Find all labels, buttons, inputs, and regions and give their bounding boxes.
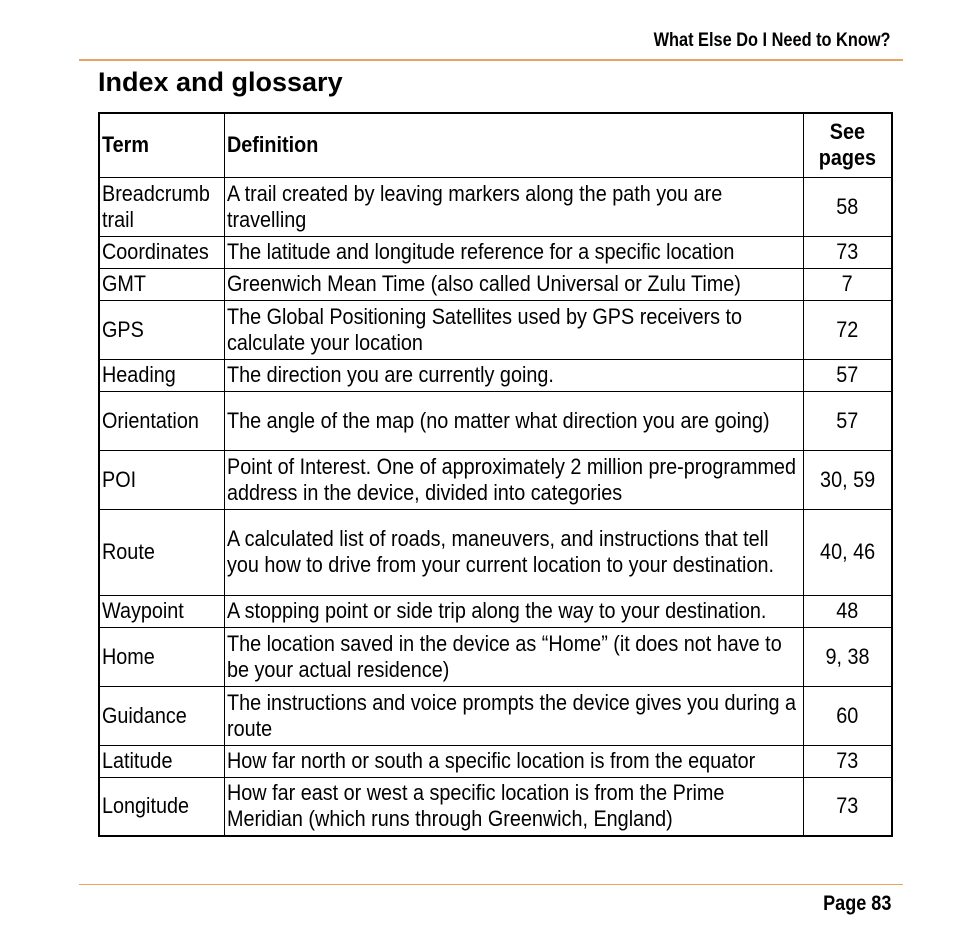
header-title: What Else Do I Need to Know? (654, 30, 891, 51)
table-row (99, 509, 892, 595)
table-row (99, 777, 892, 836)
page-number: Page 83 (822, 892, 891, 915)
definition-cell: The instructions and voice prompts the device gives you during a route (225, 686, 804, 745)
definition-cell: The angle of the map (no matter what direction you are going) (225, 391, 804, 450)
pages-cell: 57 (804, 391, 892, 450)
table-header-row (99, 113, 892, 177)
definition-cell: Point of Interest. One of approximately 2 million pre-programmed address in the device, divided into categories (225, 450, 804, 509)
pages-cell: 73 (804, 236, 892, 268)
definition-cell: A stopping point or side trip along the way to your destination. (225, 595, 804, 627)
term-cell: GMT (99, 268, 225, 300)
column-header-term: Term (99, 113, 225, 177)
table-row (99, 627, 892, 686)
pages-cell: 72 (804, 300, 892, 359)
pages-cell: 73 (804, 745, 892, 777)
definition-cell: A calculated list of roads, maneuvers, and instructions that tell you how to drive from your current location to your destination. (225, 509, 804, 595)
term-cell: GPS (99, 300, 225, 359)
table-row (99, 300, 892, 359)
term-cell: Heading (99, 359, 225, 391)
glossary-table (98, 112, 893, 837)
definition-cell: The Global Positioning Satellites used by GPS receivers to calculate your location (225, 300, 804, 359)
definition-cell: How far east or west a specific location is from the Prime Meridian (which runs through Greenwich, England) (225, 777, 804, 836)
table-row (99, 236, 892, 268)
term-cell: Latitude (99, 745, 225, 777)
definition-cell: The latitude and longitude reference for a specific location (225, 236, 804, 268)
column-header-pages: See pages (804, 113, 892, 177)
pages-cell: 30, 59 (804, 450, 892, 509)
term-cell: Orientation (99, 391, 225, 450)
table-row (99, 686, 892, 745)
header-rule (79, 59, 903, 61)
table-row (99, 450, 892, 509)
pages-cell: 58 (804, 177, 892, 236)
table-row (99, 359, 892, 391)
definition-cell: The direction you are currently going. (225, 359, 804, 391)
term-cell: Longitude (99, 777, 225, 836)
pages-cell: 7 (804, 268, 892, 300)
term-cell: Waypoint (99, 595, 225, 627)
definition-cell: How far north or south a specific location is from the equator (225, 745, 804, 777)
footer-rule (79, 884, 903, 885)
table-row (99, 595, 892, 627)
pages-cell: 9, 38 (804, 627, 892, 686)
term-cell: POI (99, 450, 225, 509)
table-row (99, 745, 892, 777)
term-cell: Home (99, 627, 225, 686)
term-cell: Route (99, 509, 225, 595)
definition-cell: The location saved in the device as “Home” (it does not have to be your actual residence) (225, 627, 804, 686)
pages-cell: 40, 46 (804, 509, 892, 595)
pages-cell: 48 (804, 595, 892, 627)
pages-cell: 57 (804, 359, 892, 391)
column-header-definition: Definition (225, 113, 804, 177)
term-cell: Breadcrumb trail (99, 177, 225, 236)
pages-cell: 73 (804, 777, 892, 836)
pages-cell: 60 (804, 686, 892, 745)
definition-cell: A trail created by leaving markers along the path you are travelling (225, 177, 804, 236)
page-title: Index and glossary (98, 67, 343, 97)
term-cell: Guidance (99, 686, 225, 745)
table-row (99, 268, 892, 300)
definition-cell: Greenwich Mean Time (also called Universal or Zulu Time) (225, 268, 804, 300)
table-row (99, 391, 892, 450)
table-row (99, 177, 892, 236)
term-cell: Coordinates (99, 236, 225, 268)
glossary-body (99, 177, 892, 836)
